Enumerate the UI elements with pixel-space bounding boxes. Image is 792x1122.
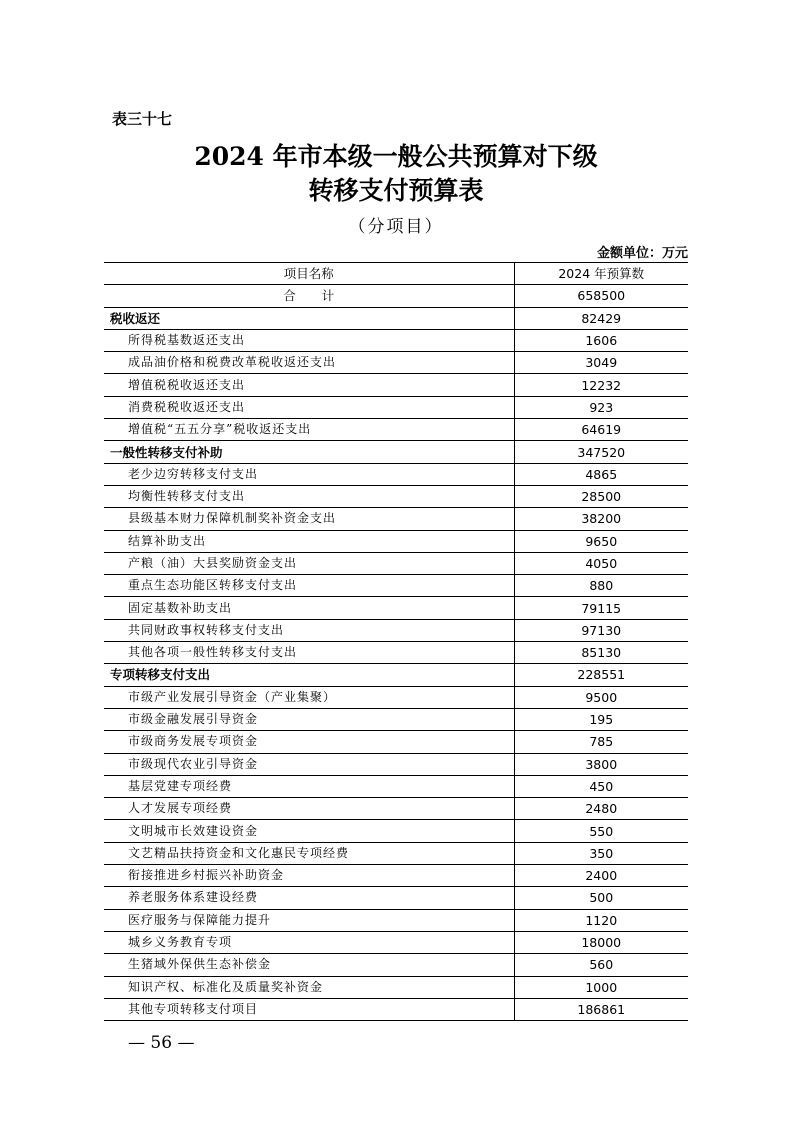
table-row (104, 865, 688, 887)
row-item-name: 市级商务发展专项资金 (104, 731, 514, 753)
table-row (104, 575, 688, 597)
row-item-name: 老少边穷转移支付支出 (104, 463, 514, 485)
table-body (104, 285, 688, 1021)
row-item-name: 结算补助支出 (104, 530, 514, 552)
row-item-name: 城乡义务教育专项 (104, 931, 514, 953)
table-row (104, 597, 688, 619)
row-item-name: 其他各项一般性转移支付支出 (104, 642, 514, 664)
table-row (104, 508, 688, 530)
row-budget-amount: 500 (514, 887, 688, 909)
row-budget-amount: 18000 (514, 931, 688, 953)
row-budget-amount: 28500 (514, 485, 688, 507)
row-item-name: 养老服务体系建设经费 (104, 887, 514, 909)
table-row (104, 820, 688, 842)
row-budget-amount: 38200 (514, 508, 688, 530)
row-item-name: 市级金融发展引导资金 (104, 708, 514, 730)
row-item-name: 合计 (104, 285, 514, 307)
table-row (104, 931, 688, 953)
row-budget-amount: 9650 (514, 530, 688, 552)
row-item-name: 增值税“五五分享”税收返还支出 (104, 419, 514, 441)
total-row (104, 285, 688, 307)
row-budget-amount: 3049 (514, 352, 688, 374)
row-item-name: 医疗服务与保障能力提升 (104, 909, 514, 931)
category-row (104, 441, 688, 463)
table-row (104, 976, 688, 998)
table-row (104, 775, 688, 797)
title-line-2: 转移支付预算表 (308, 176, 484, 205)
table-header-row (104, 263, 688, 285)
row-item-name: 增值税税收返还支出 (104, 374, 514, 396)
row-budget-amount: 228551 (514, 664, 688, 686)
row-budget-amount: 450 (514, 775, 688, 797)
row-budget-amount: 82429 (514, 307, 688, 329)
row-budget-amount: 9500 (514, 686, 688, 708)
page-number: — 56 — (128, 1033, 195, 1053)
row-item-name: 生猪域外保供生态补偿金 (104, 954, 514, 976)
header-budget-amount: 2024 年预算数 (514, 263, 688, 285)
table-row (104, 753, 688, 775)
table-row (104, 998, 688, 1020)
row-item-name: 市级现代农业引导资金 (104, 753, 514, 775)
row-budget-amount: 4050 (514, 552, 688, 574)
row-item-name: 均衡性转移支付支出 (104, 485, 514, 507)
title-line-1: 2024 年市本级一般公共预算对下级 (194, 142, 598, 171)
row-budget-amount: 1120 (514, 909, 688, 931)
row-budget-amount: 880 (514, 575, 688, 597)
subtitle: （分项目） (348, 217, 444, 237)
table-row (104, 419, 688, 441)
row-item-name: 人才发展专项经费 (104, 798, 514, 820)
row-budget-amount: 560 (514, 954, 688, 976)
table-row (104, 954, 688, 976)
row-item-name: 衔接推进乡村振兴补助资金 (104, 865, 514, 887)
row-item-name: 文艺精品扶持资金和文化惠民专项经费 (104, 842, 514, 864)
table-row (104, 352, 688, 374)
row-item-name: 产粮（油）大县奖励资金支出 (104, 552, 514, 574)
row-budget-amount: 4865 (514, 463, 688, 485)
row-budget-amount: 923 (514, 396, 688, 418)
table-row (104, 619, 688, 641)
row-budget-amount: 79115 (514, 597, 688, 619)
row-item-name: 消费税税收返还支出 (104, 396, 514, 418)
row-budget-amount: 2480 (514, 798, 688, 820)
row-item-name: 市级产业发展引导资金（产业集聚） (104, 686, 514, 708)
table-row (104, 642, 688, 664)
table-row (104, 887, 688, 909)
row-item-name: 一般性转移支付补助 (104, 441, 514, 463)
table-row (104, 374, 688, 396)
row-budget-amount: 2400 (514, 865, 688, 887)
row-item-name: 其他专项转移支付项目 (104, 998, 514, 1020)
row-budget-amount: 1000 (514, 976, 688, 998)
row-budget-amount: 350 (514, 842, 688, 864)
table-row (104, 530, 688, 552)
table-row (104, 396, 688, 418)
budget-table (104, 262, 688, 1021)
row-budget-amount: 85130 (514, 642, 688, 664)
row-item-name: 所得税基数返还支出 (104, 329, 514, 351)
row-item-name: 文明城市长效建设资金 (104, 820, 514, 842)
row-item-name: 共同财政事权转移支付支出 (104, 619, 514, 641)
table-row (104, 329, 688, 351)
page-label: 表三十七 (112, 110, 173, 128)
row-item-name: 重点生态功能区转移支付支出 (104, 575, 514, 597)
table-row (104, 708, 688, 730)
row-item-name: 县级基本财力保障机制奖补资金支出 (104, 508, 514, 530)
unit-label: 金额单位：万元 (596, 246, 688, 261)
row-budget-amount: 12232 (514, 374, 688, 396)
table-row (104, 485, 688, 507)
table-row (104, 798, 688, 820)
row-budget-amount: 195 (514, 708, 688, 730)
row-budget-amount: 658500 (514, 285, 688, 307)
table-row (104, 686, 688, 708)
table-row (104, 842, 688, 864)
row-budget-amount: 785 (514, 731, 688, 753)
row-budget-amount: 97130 (514, 619, 688, 641)
row-budget-amount: 1606 (514, 329, 688, 351)
row-item-name: 固定基数补助支出 (104, 597, 514, 619)
table-row (104, 463, 688, 485)
row-budget-amount: 186861 (514, 998, 688, 1020)
category-row (104, 307, 688, 329)
row-item-name: 税收返还 (104, 307, 514, 329)
row-item-name: 专项转移支付支出 (104, 664, 514, 686)
row-budget-amount: 347520 (514, 441, 688, 463)
row-item-name: 成品油价格和税费改革税收返还支出 (104, 352, 514, 374)
row-budget-amount: 64619 (514, 419, 688, 441)
row-item-name: 知识产权、标准化及质量奖补资金 (104, 976, 514, 998)
header-item-name: 项目名称 (104, 263, 514, 285)
row-budget-amount: 550 (514, 820, 688, 842)
category-row (104, 664, 688, 686)
table-row (104, 731, 688, 753)
table-row (104, 552, 688, 574)
table-row (104, 909, 688, 931)
row-budget-amount: 3800 (514, 753, 688, 775)
row-item-name: 基层党建专项经费 (104, 775, 514, 797)
